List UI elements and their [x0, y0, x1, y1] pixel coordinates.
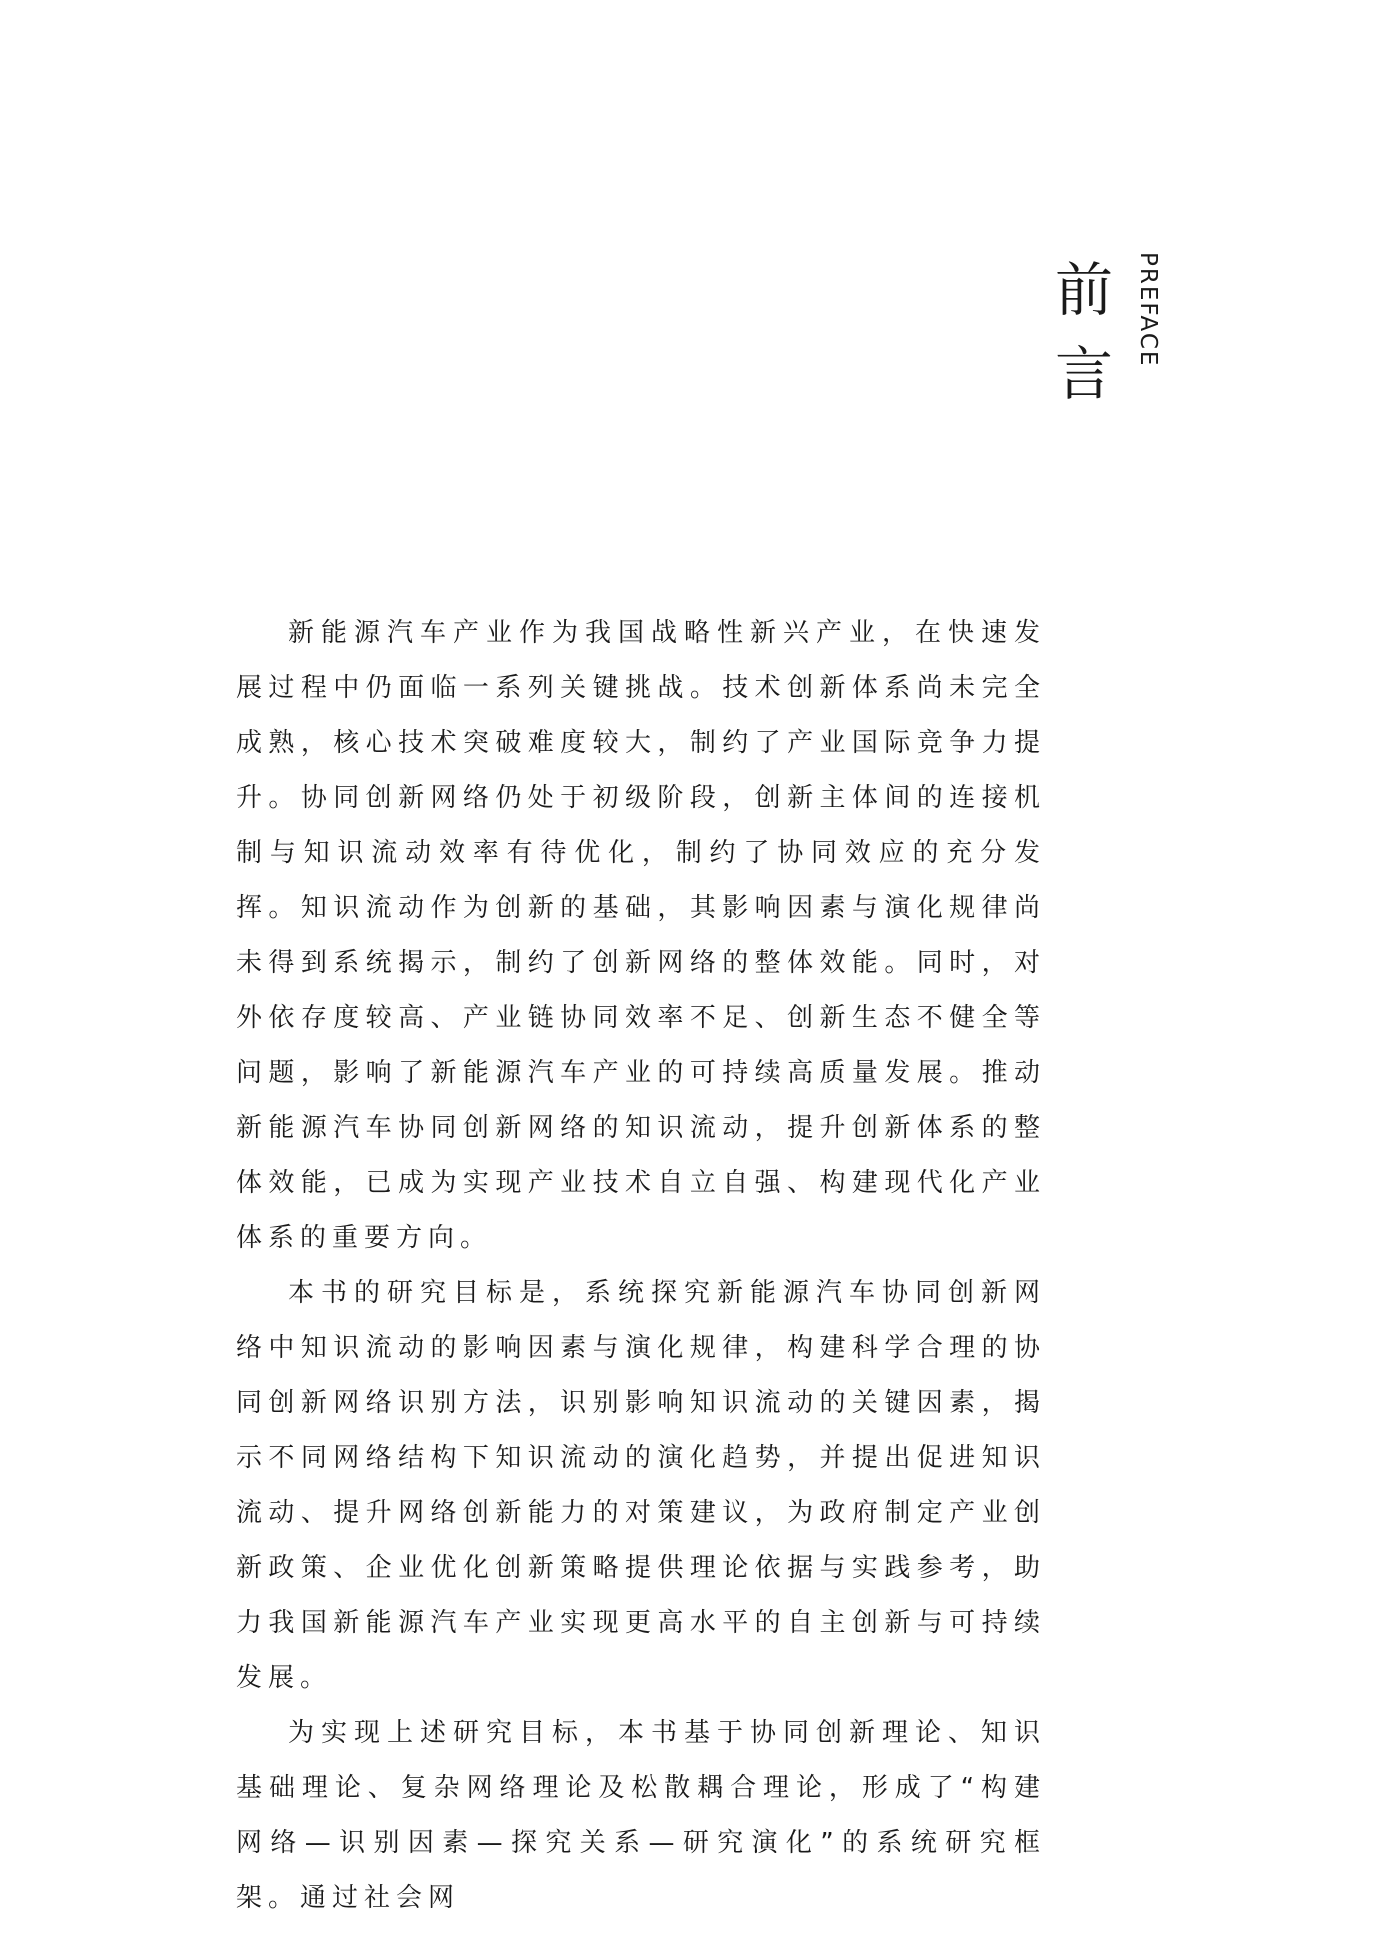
- body-text: [236, 606, 1046, 1926]
- chapter-heading: [1055, 248, 1161, 408]
- paragraph-1: 新能源汽车产业作为我国战略性新兴产业，在快速发展过程中仍面临一系列关键挑战。技术创新体系尚未完全成熟，核心技术突破难度较大，制约了产业国际竞争力提升。协同创新网络仍处于初级阶段，创新主体间的连接机制与知识流动效率有待优化，制约了协同效应的充分发挥。知识流动作为创新的基础，其影响因素与演化规律尚未得到系统揭示，制约了创新网络的整体效能。同时，对外依存度较高、产业链协同效率不足、创新生态不健全等问题，影响了新能源汽车产业的可持续高质量发展。推动新能源汽车协同创新网络的知识流动，提升创新体系的整体效能，已成为实现产业技术自立自强、构建现代化产业体系的重要方向。: [236, 618, 1046, 1253]
- chapter-subtitle: PREFACE: [1135, 252, 1161, 368]
- paragraph-3: 为实现上述研究目标，本书基于协同创新理论、知识基础理论、复杂网络理论及松散耦合理论，形成了“构建网络—识别因素—探究关系—研究演化”的系统研究框架。通过社会网: [236, 1718, 1046, 1913]
- paragraph-2: 本书的研究目标是，系统探究新能源汽车协同创新网络中知识流动的影响因素与演化规律，构建科学合理的协同创新网络识别方法，识别影响知识流动的关键因素，揭示不同网络结构下知识流动的演化趋势，并提出促进知识流动、提升网络创新能力的对策建议，为政府制定产业创新政策、企业优化创新策略提供理论依据与实践参考，助力我国新能源汽车产业实现更高水平的自主创新与可持续发展。: [236, 1278, 1046, 1693]
- chapter-title: 前言: [1055, 256, 1114, 408]
